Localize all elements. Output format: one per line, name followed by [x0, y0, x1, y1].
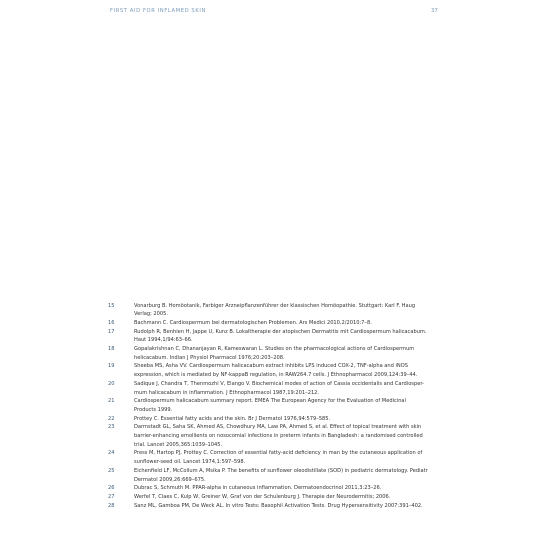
- reference-item: [108, 328, 448, 345]
- reference-item: [108, 502, 448, 511]
- reference-text: Sadique J, Chandra T, Thenmozhi V, Elango V. Biochemical modes of action of Cassia occidentalis and Cardiosper- mum halicacabum in inflammation. J Ethnopharmacol 1987,19:201–212.: [134, 380, 424, 396]
- page-number: 37: [431, 8, 438, 14]
- reference-text: Vonarburg B. Homöotanik, Farbiger Arzneipflanzenführer der klassischen Homöopathie. Stuttgart: Karl F. Haug Verlag; 2005.: [134, 302, 416, 318]
- reference-number: 23: [108, 424, 115, 431]
- reference-item: [108, 423, 448, 449]
- reference-text: Dubrac S, Schmuth M. PPAR-alpha in cutaneous inflammation. Dermatoendocrinol 2011,3:23–26.: [134, 485, 382, 492]
- reference-number: 16: [108, 319, 115, 326]
- reference-text: Press M, Hartop PJ, Prottey C. Correction of essential fatty-acid deficiency in man by the cutaneous application of sunflower-seed oil. Lancet 1974,1:597–598.: [134, 450, 423, 466]
- reference-text: Werfel T, Claes C, Kulp W, Greiner W, Graf von der Schulenburg J. Therapie der Neurodermitis; 2006.: [134, 493, 391, 500]
- reference-number: 18: [108, 346, 115, 353]
- reference-item: [108, 493, 448, 502]
- reference-item: [108, 484, 448, 493]
- reference-text: Darmstadt GL, Saha SK, Ahmed AS, Chowdhury MA, Law PA, Ahmed S, et al. Effect of topical treatment with skin barrier-enhancing emollients on nosocomial infections in preterm infants in Bangladesh: a randomised controlled trial. Lancet 2005,365:1039–1045.: [134, 424, 423, 448]
- running-title: FIRST AID FOR INFLAMED SKIN: [110, 8, 206, 14]
- reference-item: [108, 362, 448, 379]
- reference-list: [108, 302, 448, 511]
- reference-text: Eichenfield LF, McCollum A, Msika P. The benefits of sunflower oleodistillate (SOD) in pediatric dermatology. Pediatr Dermatol 2009,26:669–675.: [134, 467, 428, 483]
- reference-item: [108, 345, 448, 362]
- reference-text: Bachmann C. Cardiospermum bei dermatologischen Problemen. Ars Medici 2010,2/2010:7–8.: [134, 319, 372, 326]
- reference-item: [108, 319, 448, 328]
- reference-item: [108, 415, 448, 424]
- reference-number: 17: [108, 328, 115, 335]
- reference-number: 20: [108, 380, 115, 387]
- reference-number: 24: [108, 450, 115, 457]
- reference-number: 19: [108, 363, 115, 370]
- reference-text: Rudolph R, Benhien H, Jappe U, Kunz B. Lokaltherapie der atopischen Dermatitis mit Cardiospermum halicacabum. Haut 1994,1/94:63–66.: [134, 328, 427, 344]
- reference-text: Sheeba MS, Asha VV. Cardiospermum halicacabum extract inhibits LPS induced COX-2, TNF-alpha and iNOS expression, which is mediated by NF-kappaB regulation, in RAW264.7 cells. J Ethnopharmacol 2009,124:39–44.: [134, 363, 418, 379]
- reference-number: 26: [108, 485, 115, 492]
- reference-text: Prottey C. Essential fatty acids and the skin. Br J Dermatol 1976,94:579–585.: [134, 415, 331, 422]
- reference-text: Cardiospermum halicacabum summary report. EMEA The European Agency for the Evaluation of Medicinal Products 1999.: [134, 398, 406, 413]
- reference-item: [108, 449, 448, 466]
- reference-item: [108, 397, 448, 414]
- reference-number: 22: [108, 415, 115, 422]
- reference-number: 21: [108, 398, 115, 405]
- reference-number: 27: [108, 493, 115, 500]
- reference-text: Gopalakrishnan C, Dhananjayan R, Kameswaran L. Studies on the pharmacological actions of Cardiospermum helicacabum. Indian J Physiol Pharmacol 1976;20:203–208.: [134, 346, 415, 361]
- reference-item: [108, 302, 448, 319]
- reference-number: 15: [108, 302, 115, 309]
- reference-text: Sanz ML, Gamboa PM, De Weck AL. In vitro Tests: Basophil Activation Tests. Drug Hypersensitivity 2007:391–402.: [134, 502, 423, 509]
- reference-number: 28: [108, 502, 115, 509]
- reference-item: [108, 467, 448, 484]
- reference-item: [108, 380, 448, 397]
- reference-number: 25: [108, 467, 115, 474]
